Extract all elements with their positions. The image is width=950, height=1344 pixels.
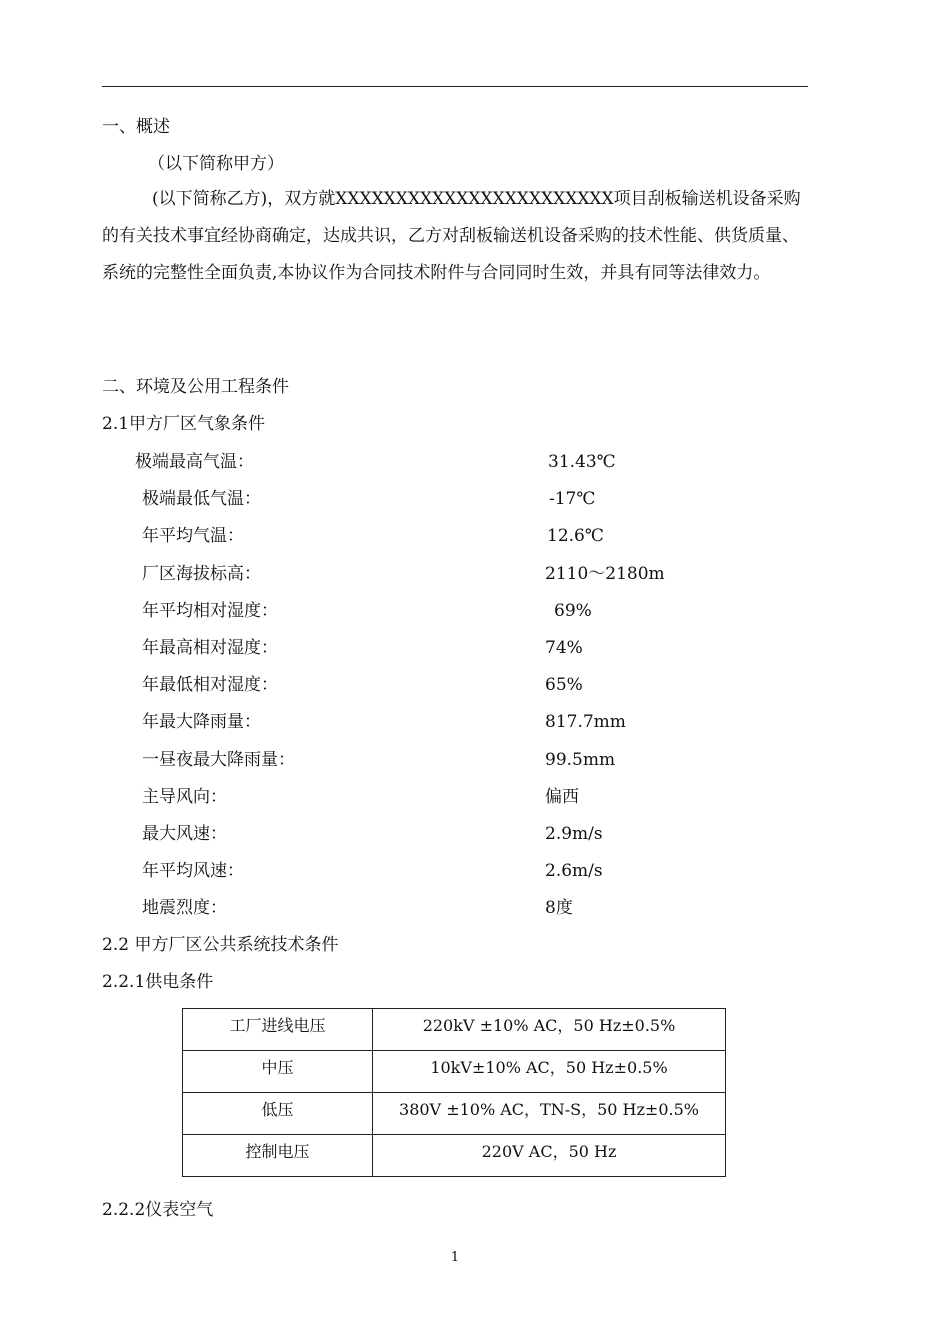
climate-value: -17℃	[549, 489, 596, 509]
climate-value: 69%	[554, 601, 592, 621]
climate-label: 年平均相对湿度：	[142, 601, 278, 621]
climate-value: 65%	[545, 675, 583, 695]
table-cell-name: 工厂进线电压	[183, 1009, 373, 1051]
climate-value: 偏西	[545, 787, 579, 807]
climate-value: 2110～2180m	[545, 564, 665, 584]
climate-label: 厂区海拔标高：	[142, 564, 261, 584]
header-rule	[102, 86, 808, 87]
subsection-2-2-heading: 2.2 甲方厂区公共系统技术条件	[102, 935, 339, 955]
climate-label: 年最高相对湿度：	[142, 638, 278, 658]
page-number: 1	[450, 1250, 460, 1265]
climate-label: 年平均风速：	[142, 861, 244, 881]
climate-label: 一昼夜最大降雨量：	[142, 750, 295, 770]
table-cell-name: 低压	[183, 1093, 373, 1135]
climate-label: 年最低相对湿度：	[142, 675, 278, 695]
section-2-heading: 二、环境及公用工程条件	[102, 377, 289, 397]
climate-value: 817.7mm	[545, 712, 626, 732]
climate-label: 极端最低气温：	[142, 489, 261, 509]
party-a-line: （以下简称甲方）	[148, 154, 284, 174]
climate-label: 地震烈度：	[142, 898, 227, 918]
climate-label: 主导风向：	[142, 787, 227, 807]
climate-value: 8度	[545, 898, 573, 918]
climate-value: 2.9m/s	[545, 824, 603, 844]
subsection-2-2-1-heading: 2.2.1供电条件	[102, 972, 214, 992]
climate-label: 极端最高气温：	[135, 452, 254, 472]
power-supply-table	[182, 1008, 726, 1177]
table-cell-name: 中压	[183, 1051, 373, 1093]
subsection-2-2-2-heading: 2.2.2仪表空气	[102, 1200, 214, 1220]
table-cell-value: 220V AC，50 Hz	[373, 1135, 726, 1177]
table-cell-value: 380V ±10% AC，TN-S，50 Hz±0.5%	[373, 1093, 726, 1135]
climate-value: 31.43℃	[548, 452, 616, 472]
table-row	[183, 1135, 726, 1177]
climate-value: 2.6m/s	[545, 861, 603, 881]
climate-label: 最大风速：	[142, 824, 227, 844]
climate-label: 年最大降雨量：	[142, 712, 261, 732]
table-cell-name: 控制电压	[183, 1135, 373, 1177]
section-1-heading: 一、概述	[102, 117, 170, 137]
table-cell-value: 220kV ±10% AC，50 Hz±0.5%	[373, 1009, 726, 1051]
climate-value: 12.6℃	[547, 526, 604, 546]
subsection-2-1-heading: 2.1甲方厂区气象条件	[102, 414, 266, 434]
table-row	[183, 1093, 726, 1135]
climate-value: 74%	[545, 638, 583, 658]
table-row	[183, 1051, 726, 1093]
table-row	[183, 1009, 726, 1051]
section-1-paragraph: (以下简称乙方)，双方就XXXXXXXXXXXXXXXXXXXXXXX项目刮板输送机设备采购的有关技术事宜经协商确定，达成共识，乙方对刮板输送机设备采购的技术性能、供货质量、系统的完整性全面负责,本协议作为合同技术附件与合同同时生效，并具有同等法律效力。	[102, 189, 801, 283]
climate-value: 99.5mm	[545, 750, 616, 770]
climate-label: 年平均气温：	[142, 526, 244, 546]
table-cell-value: 10kV±10% AC，50 Hz±0.5%	[373, 1051, 726, 1093]
